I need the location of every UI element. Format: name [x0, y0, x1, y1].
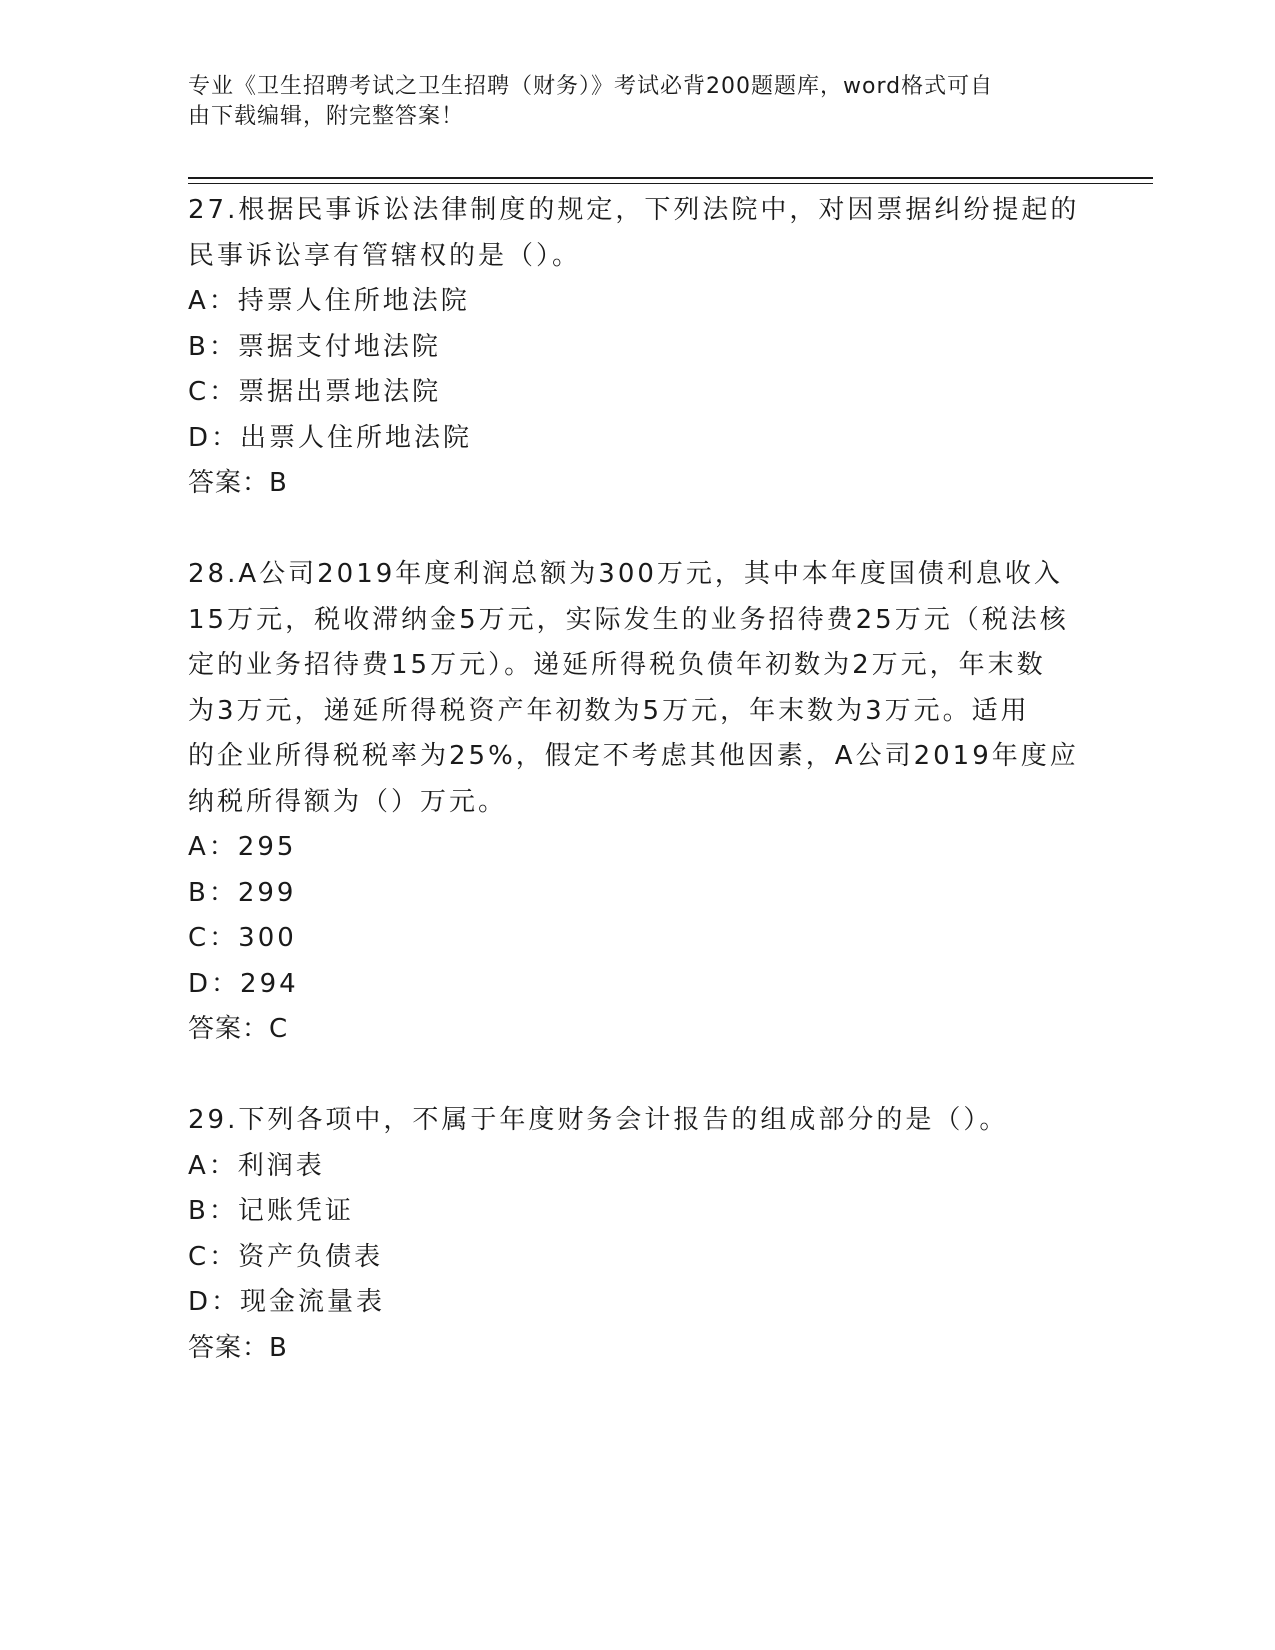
question-27	[188, 188, 1088, 507]
document-header	[188, 72, 1068, 132]
question-stem	[188, 552, 1088, 825]
answer: 答案：C	[188, 1014, 289, 1044]
option-a: A：295	[188, 832, 297, 862]
header-divider-thin	[188, 183, 1153, 184]
option-a: A：利润表	[188, 1150, 325, 1181]
question-29	[188, 1098, 1088, 1371]
stem-line: 民事诉讼享有管辖权的是（）。	[188, 240, 582, 271]
stem-line: 15万元，税收滞纳金5万元，实际发生的业务招待费25万元（税法核	[188, 604, 1069, 635]
stem-line: 的企业所得税税率为25%，假定不考虑其他因素，A公司2019年度应	[188, 741, 1079, 771]
header-line: 专业《卫生招聘考试之卫生招聘（财务）》考试必背200题题库，word格式可自	[188, 74, 994, 99]
question-stem	[188, 1098, 1088, 1144]
answer: 答案：B	[188, 468, 288, 498]
option-c: C：票据出票地法院	[188, 377, 442, 407]
stem-line: 为3万元，递延所得税资产年初数为5万元，年末数为3万元。适用	[188, 695, 1030, 726]
option-d: D：现金流量表	[188, 1287, 386, 1317]
option-d: D：294	[188, 968, 299, 999]
option-c: C：300	[188, 923, 297, 953]
header-divider-thick	[188, 177, 1153, 179]
stem-line: 28.A公司2019年度利润总额为300万元，其中本年度国债利息收入	[188, 559, 1063, 589]
stem-line: 定的业务招待费15万元）。递延所得税负债年初数为2万元，年末数	[188, 650, 1046, 680]
option-d: D：出票人住所地法院	[188, 422, 473, 453]
option-c: C：资产负债表	[188, 1241, 384, 1272]
option-b: B：票据支付地法院	[188, 331, 441, 362]
question-28	[188, 552, 1088, 1053]
option-b: B：记账凭证	[188, 1196, 354, 1226]
stem-line: 纳税所得额为（）万元。	[188, 786, 508, 817]
stem-line: 27.根据民事诉讼法律制度的规定，下列法院中，对因票据纠纷提起的	[188, 195, 1080, 225]
option-b: B：299	[188, 877, 297, 908]
option-a: A：持票人住所地法院	[188, 286, 470, 316]
question-stem	[188, 188, 1088, 279]
header-line: 由下载编辑，附完整答案！	[188, 104, 465, 129]
answer: 答案：B	[188, 1332, 288, 1363]
stem-line: 29.下列各项中，不属于年度财务会计报告的组成部分的是（）。	[188, 1105, 1009, 1135]
